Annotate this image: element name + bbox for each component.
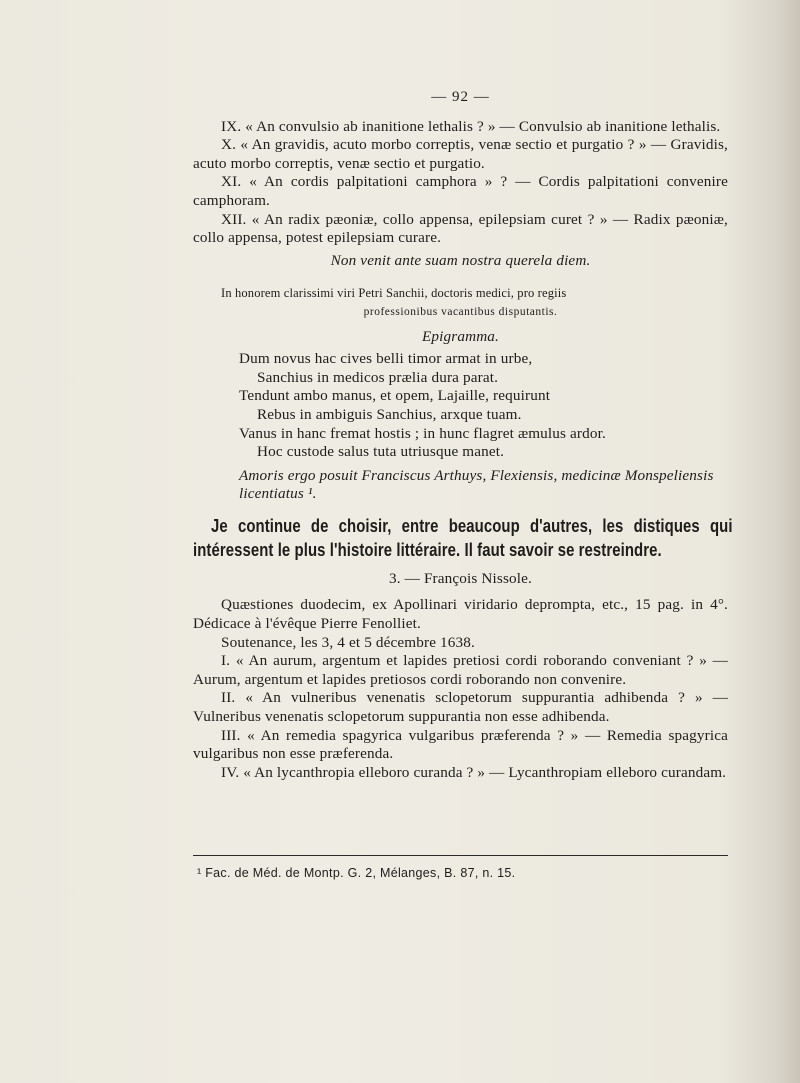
paragraph-xii: XII. « An radix pæoniæ, collo appensa, epilepsiam curet ? » — Radix pæoniæ, collo appensa, potest epilepsiam curare. <box>193 210 728 247</box>
footnote-rule <box>193 855 728 856</box>
paragraph-ix: IX. « An convulsio ab inanitione lethalis ? » — Convulsio ab inanitione lethalis. <box>221 117 721 135</box>
verse-line: Sanchius in medicos prælia dura parat. <box>257 368 499 386</box>
quaestiones-intro: Quæstiones duodecim, ex Apollinari viridario deprompta, etc., 15 pag. in 4°. Dédicace à l'évêque Pierre Fenolliet. <box>193 596 728 633</box>
footnote: ¹ Fac. de Méd. de Montp. G. 2, Mélanges, B. 87, n. 15. <box>197 866 516 880</box>
epigram-signature-cont: licentiatus ¹. <box>239 485 317 503</box>
page-number: — 92 — <box>431 89 490 105</box>
epigram-signature: Amoris ergo posuit Franciscus Arthuys, Flexiensis, medicinæ Monspeliensis <box>239 466 714 484</box>
dedication-heading: In honorem clarissimi viri Petri Sanchii, doctoris medici, pro regiis <box>221 286 567 301</box>
soutenance-line: Soutenance, les 3, 4 et 5 décembre 1638. <box>221 633 475 651</box>
section-title: 3. — François Nissole. <box>389 569 532 587</box>
question-iv: IV. « An lycanthropia elleboro curanda ? » — Lycanthropiam elleboro curandam. <box>221 763 727 781</box>
paragraph-xi: XI. « An cordis palpitationi camphora » ? — Cordis palpitationi convenire camphoram. <box>193 173 728 209</box>
verse-line: Vanus in hanc fremat hostis ; in hunc flagret æmulus ardor. <box>239 424 606 442</box>
verse-line: Tendunt ambo manus, et opem, Lajaille, requirunt <box>239 387 551 405</box>
question-ii: II. « An vulneribus venenatis sclopetorum suppurantia adhibenda ? » — Vulneribus venenatis sclopetorum suppurantia non esse adhibenda. <box>193 689 728 726</box>
verse-line: Hoc custode salus tuta utriusque manet. <box>257 443 505 461</box>
modern-commentary: Je continue de choisir, entre beaucoup d'autres, les distiques qui intéressent le plus l'histoire littéraire. Il faut savoir se restreindre. <box>193 515 733 560</box>
paragraph-x: X. « An gravidis, acuto morbo correptis, venæ sectio et purgatio ? » — Gravidis, acuto morbo correptis, venæ sectio et purgatio. <box>193 136 728 172</box>
question-iii: III. « An remedia spagyrica vulgaribus præferenda ? » — Remedia spagyrica vulgaribus non esse præferenda. <box>193 726 728 763</box>
page-text-block <box>193 88 733 782</box>
verse-line: Rebus in ambiguis Sanchius, arxque tuam. <box>257 405 522 423</box>
epigram-title: Epigramma. <box>421 327 499 345</box>
dedication-heading-cont: professionibus vacantibus disputantis. <box>363 305 558 318</box>
motto: Non venit ante suam nostra querela diem. <box>330 251 591 269</box>
question-i: I. « An aurum, argentum et lapides pretiosi cordi roborando conveniant ? » — Aurum, argentum et lapides pretiosos cordi roborando non convenire. <box>193 652 728 688</box>
verse-line: Dum novus hac cives belli timor armat in urbe, <box>239 350 533 368</box>
